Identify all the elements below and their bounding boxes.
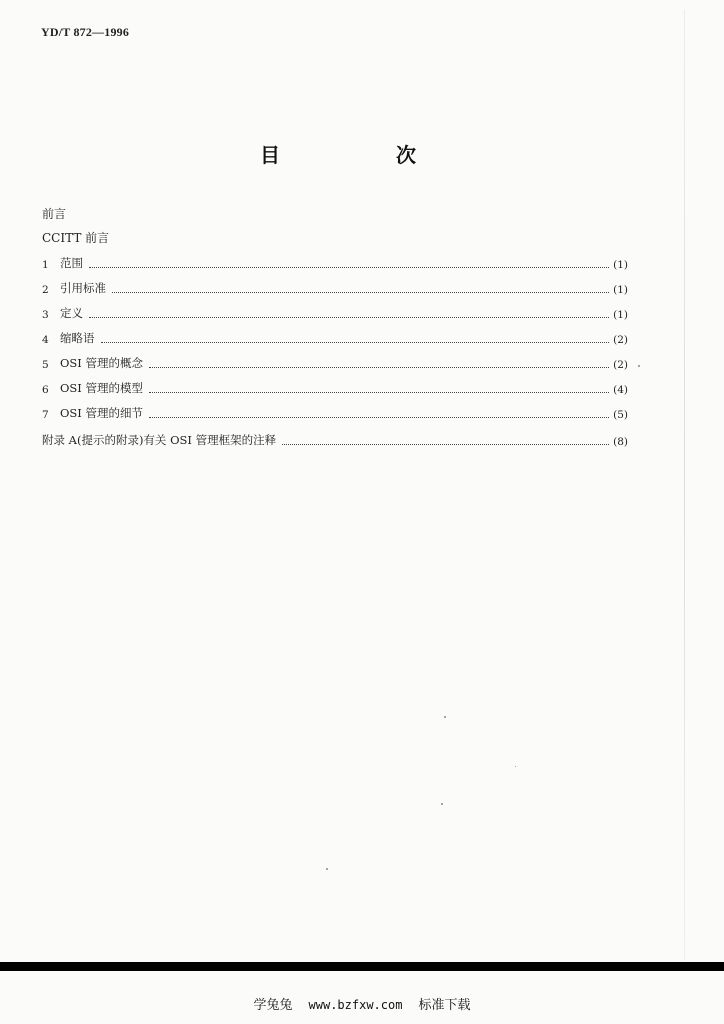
toc-entry	[42, 305, 628, 321]
dot-leader	[112, 292, 609, 293]
footer-site-name: 学兔兔	[253, 998, 293, 1013]
scan-speck	[515, 766, 516, 767]
scan-speck	[326, 868, 328, 870]
dot-leader	[149, 367, 609, 368]
toc-entry-appendix	[42, 432, 628, 448]
dot-leader	[282, 444, 609, 445]
toc-entry-page: (4)	[613, 384, 628, 396]
toc-entry-page: (1)	[613, 309, 628, 321]
toc-entry	[42, 280, 628, 296]
toc-entry-page: (5)	[613, 409, 628, 421]
toc-entry-number: 4	[42, 334, 49, 346]
toc-entry	[42, 330, 628, 346]
footer-tagline: 标准下载	[418, 998, 471, 1013]
dot-leader	[149, 392, 609, 393]
scan-edge-line	[684, 10, 685, 960]
toc-entry	[42, 355, 628, 371]
ccitt-preface-item: CCITT 前言	[42, 231, 110, 245]
toc-entry	[42, 380, 628, 396]
toc-entry-title: 引用标准	[60, 281, 106, 295]
toc-entry-number: 2	[42, 284, 49, 296]
dot-leader	[89, 317, 609, 318]
toc-entry-number: 5	[42, 359, 49, 371]
toc-entry-page: (8)	[613, 436, 628, 448]
scan-speck	[441, 803, 443, 805]
footer-url-link[interactable]: www.bzfxw.com	[308, 998, 403, 1012]
toc-entry-page: (2)	[613, 334, 628, 346]
toc-entry-title: 附录 A(提示的附录)有关 OSI 管理框架的注释	[42, 433, 277, 447]
site-footer	[0, 994, 724, 1013]
page-bottom-bar	[0, 962, 724, 971]
toc-entry-title: 范围	[60, 256, 83, 270]
document-header-code: YD/T 872—1996	[41, 25, 130, 39]
dot-leader	[149, 417, 609, 418]
toc-entry-page: (1)	[613, 284, 628, 296]
toc-entry-number: 3	[42, 309, 49, 321]
scan-speck	[444, 716, 446, 718]
page-title: 目 次	[260, 143, 464, 167]
toc-entry-title: 缩略语	[60, 331, 95, 345]
toc-entry-number: 6	[42, 384, 49, 396]
toc-entry-title: 定义	[60, 306, 83, 320]
dot-leader	[101, 342, 610, 343]
toc-entry-page: (2)	[613, 359, 628, 371]
scan-speck	[638, 365, 640, 367]
toc-entry-title: OSI 管理的细节	[60, 406, 144, 420]
toc-entry-number: 1	[42, 259, 49, 271]
preface-item: 前言	[42, 207, 67, 221]
toc-entry	[42, 255, 628, 271]
toc-entry-title: OSI 管理的概念	[60, 356, 144, 370]
toc-entry	[42, 405, 628, 421]
toc-entry-number: 7	[42, 409, 49, 421]
dot-leader	[89, 267, 609, 268]
toc-entry-page: (1)	[613, 259, 628, 271]
toc-entry-title: OSI 管理的模型	[60, 381, 144, 395]
